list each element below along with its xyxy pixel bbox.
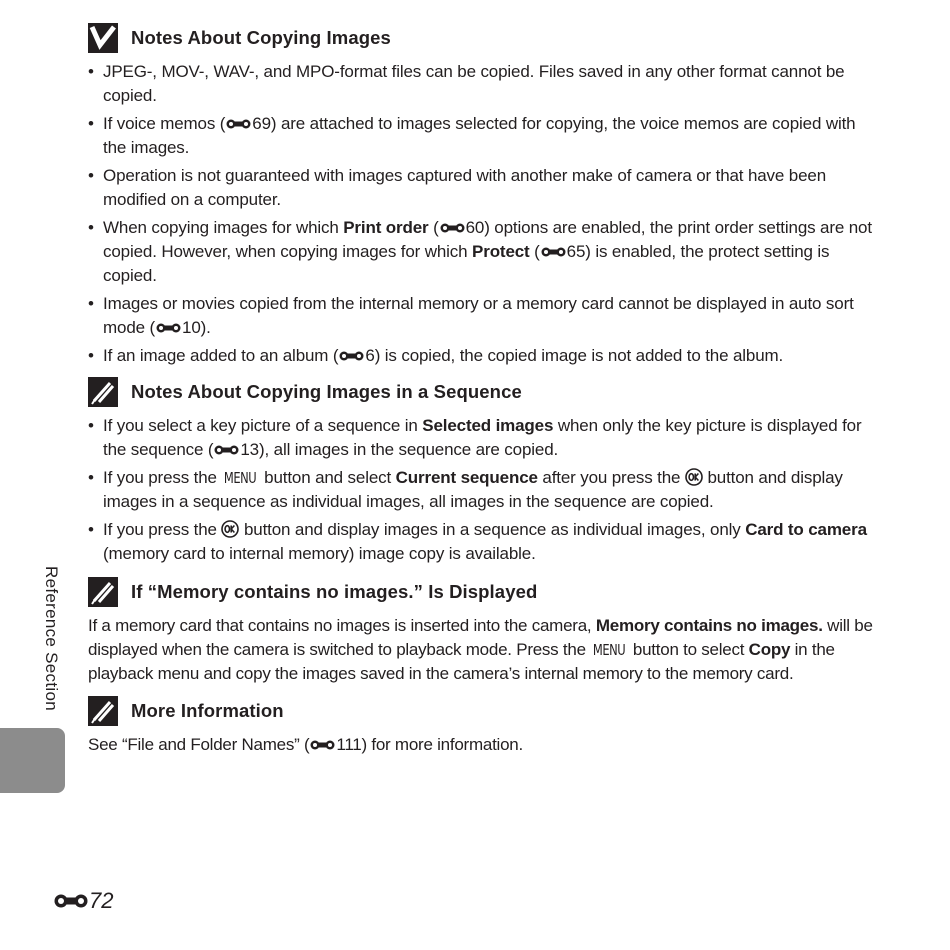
- ok-button-icon: [221, 520, 239, 538]
- bullet-list: [88, 60, 878, 368]
- list-item: • If an image added to an album ( 6) is copied, the copied image is not added to the album.: [88, 344, 878, 368]
- section-heading: [88, 695, 878, 727]
- section-more-info: [88, 695, 878, 757]
- section-title: Notes About Copying Images: [131, 27, 391, 48]
- section-heading: [88, 376, 878, 408]
- reference-icon: [541, 246, 566, 258]
- section-no-images: [88, 576, 878, 686]
- section-title: Notes About Copying Images in a Sequence: [131, 381, 522, 402]
- pencil-note-icon: [88, 577, 118, 607]
- reference-section-icon: [54, 892, 88, 910]
- bullet-list: [88, 414, 878, 566]
- section-title: More Information: [131, 700, 284, 721]
- sidebar-label: Reference Section: [42, 566, 61, 711]
- reference-icon: [156, 322, 181, 334]
- list-item: • If you press the button and display images in a sequence as individual images, only Card to camera (memory card to internal memory) image copy is available.: [88, 518, 878, 566]
- page-number: [54, 888, 113, 914]
- menu-button-glyph: MENU: [593, 641, 626, 659]
- page-number-text: 72: [89, 888, 114, 913]
- section-notes-sequence: [88, 376, 878, 570]
- ok-button-icon: [685, 468, 703, 486]
- list-item: • When copying images for which Print order ( 60) options are enabled, the print order settings are not copied. However, when copying images for which Protect ( 65) is enabled, the protect setting is copied.: [88, 216, 878, 288]
- paragraph: See “File and Folder Names” ( 111) for more information.: [88, 735, 523, 754]
- list-item: • Images or movies copied from the internal memory or a memory card cannot be displayed in auto sort mode ( 10).: [88, 292, 878, 340]
- list-item: • If you press the MENU button and select Current sequence after you press the button and display images in a sequence as individual images, all images in the sequence are copied.: [88, 466, 878, 514]
- section-notes-copying: [88, 22, 878, 372]
- menu-button-glyph: MENU: [224, 469, 257, 487]
- pencil-note-icon: [88, 696, 118, 726]
- reference-icon: [440, 222, 465, 234]
- list-item: • If you select a key picture of a sequence in Selected images when only the key picture is displayed for the sequence ( 13), all images in the sequence are copied.: [88, 414, 878, 462]
- checkmark-caution-icon: [88, 23, 118, 53]
- pencil-note-icon: [88, 377, 118, 407]
- paragraph: If a memory card that contains no images is inserted into the camera, Memory contains no images. will be displayed when the camera is switched to playback mode. Press the MENU button to select Copy in the playback menu and copy the images saved in the camera’s internal memory to the memory card.: [88, 616, 873, 683]
- list-item: • If voice memos ( 69) are attached to images selected for copying, the voice memos are copied with the images.: [88, 112, 878, 160]
- section-title: If “Memory contains no images.” Is Displayed: [131, 581, 538, 602]
- list-item: • Operation is not guaranteed with images captured with another make of camera or that have been modified on a computer.: [88, 164, 878, 212]
- reference-icon: [310, 739, 335, 751]
- list-item: • JPEG-, MOV-, WAV-, and MPO-format files can be copied. Files saved in any other format cannot be copied.: [88, 60, 878, 108]
- reference-icon: [339, 350, 364, 362]
- reference-icon: [214, 444, 239, 456]
- sidebar-tab: [0, 728, 65, 793]
- reference-icon: [226, 118, 251, 130]
- section-heading: [88, 22, 878, 54]
- section-heading: [88, 576, 878, 608]
